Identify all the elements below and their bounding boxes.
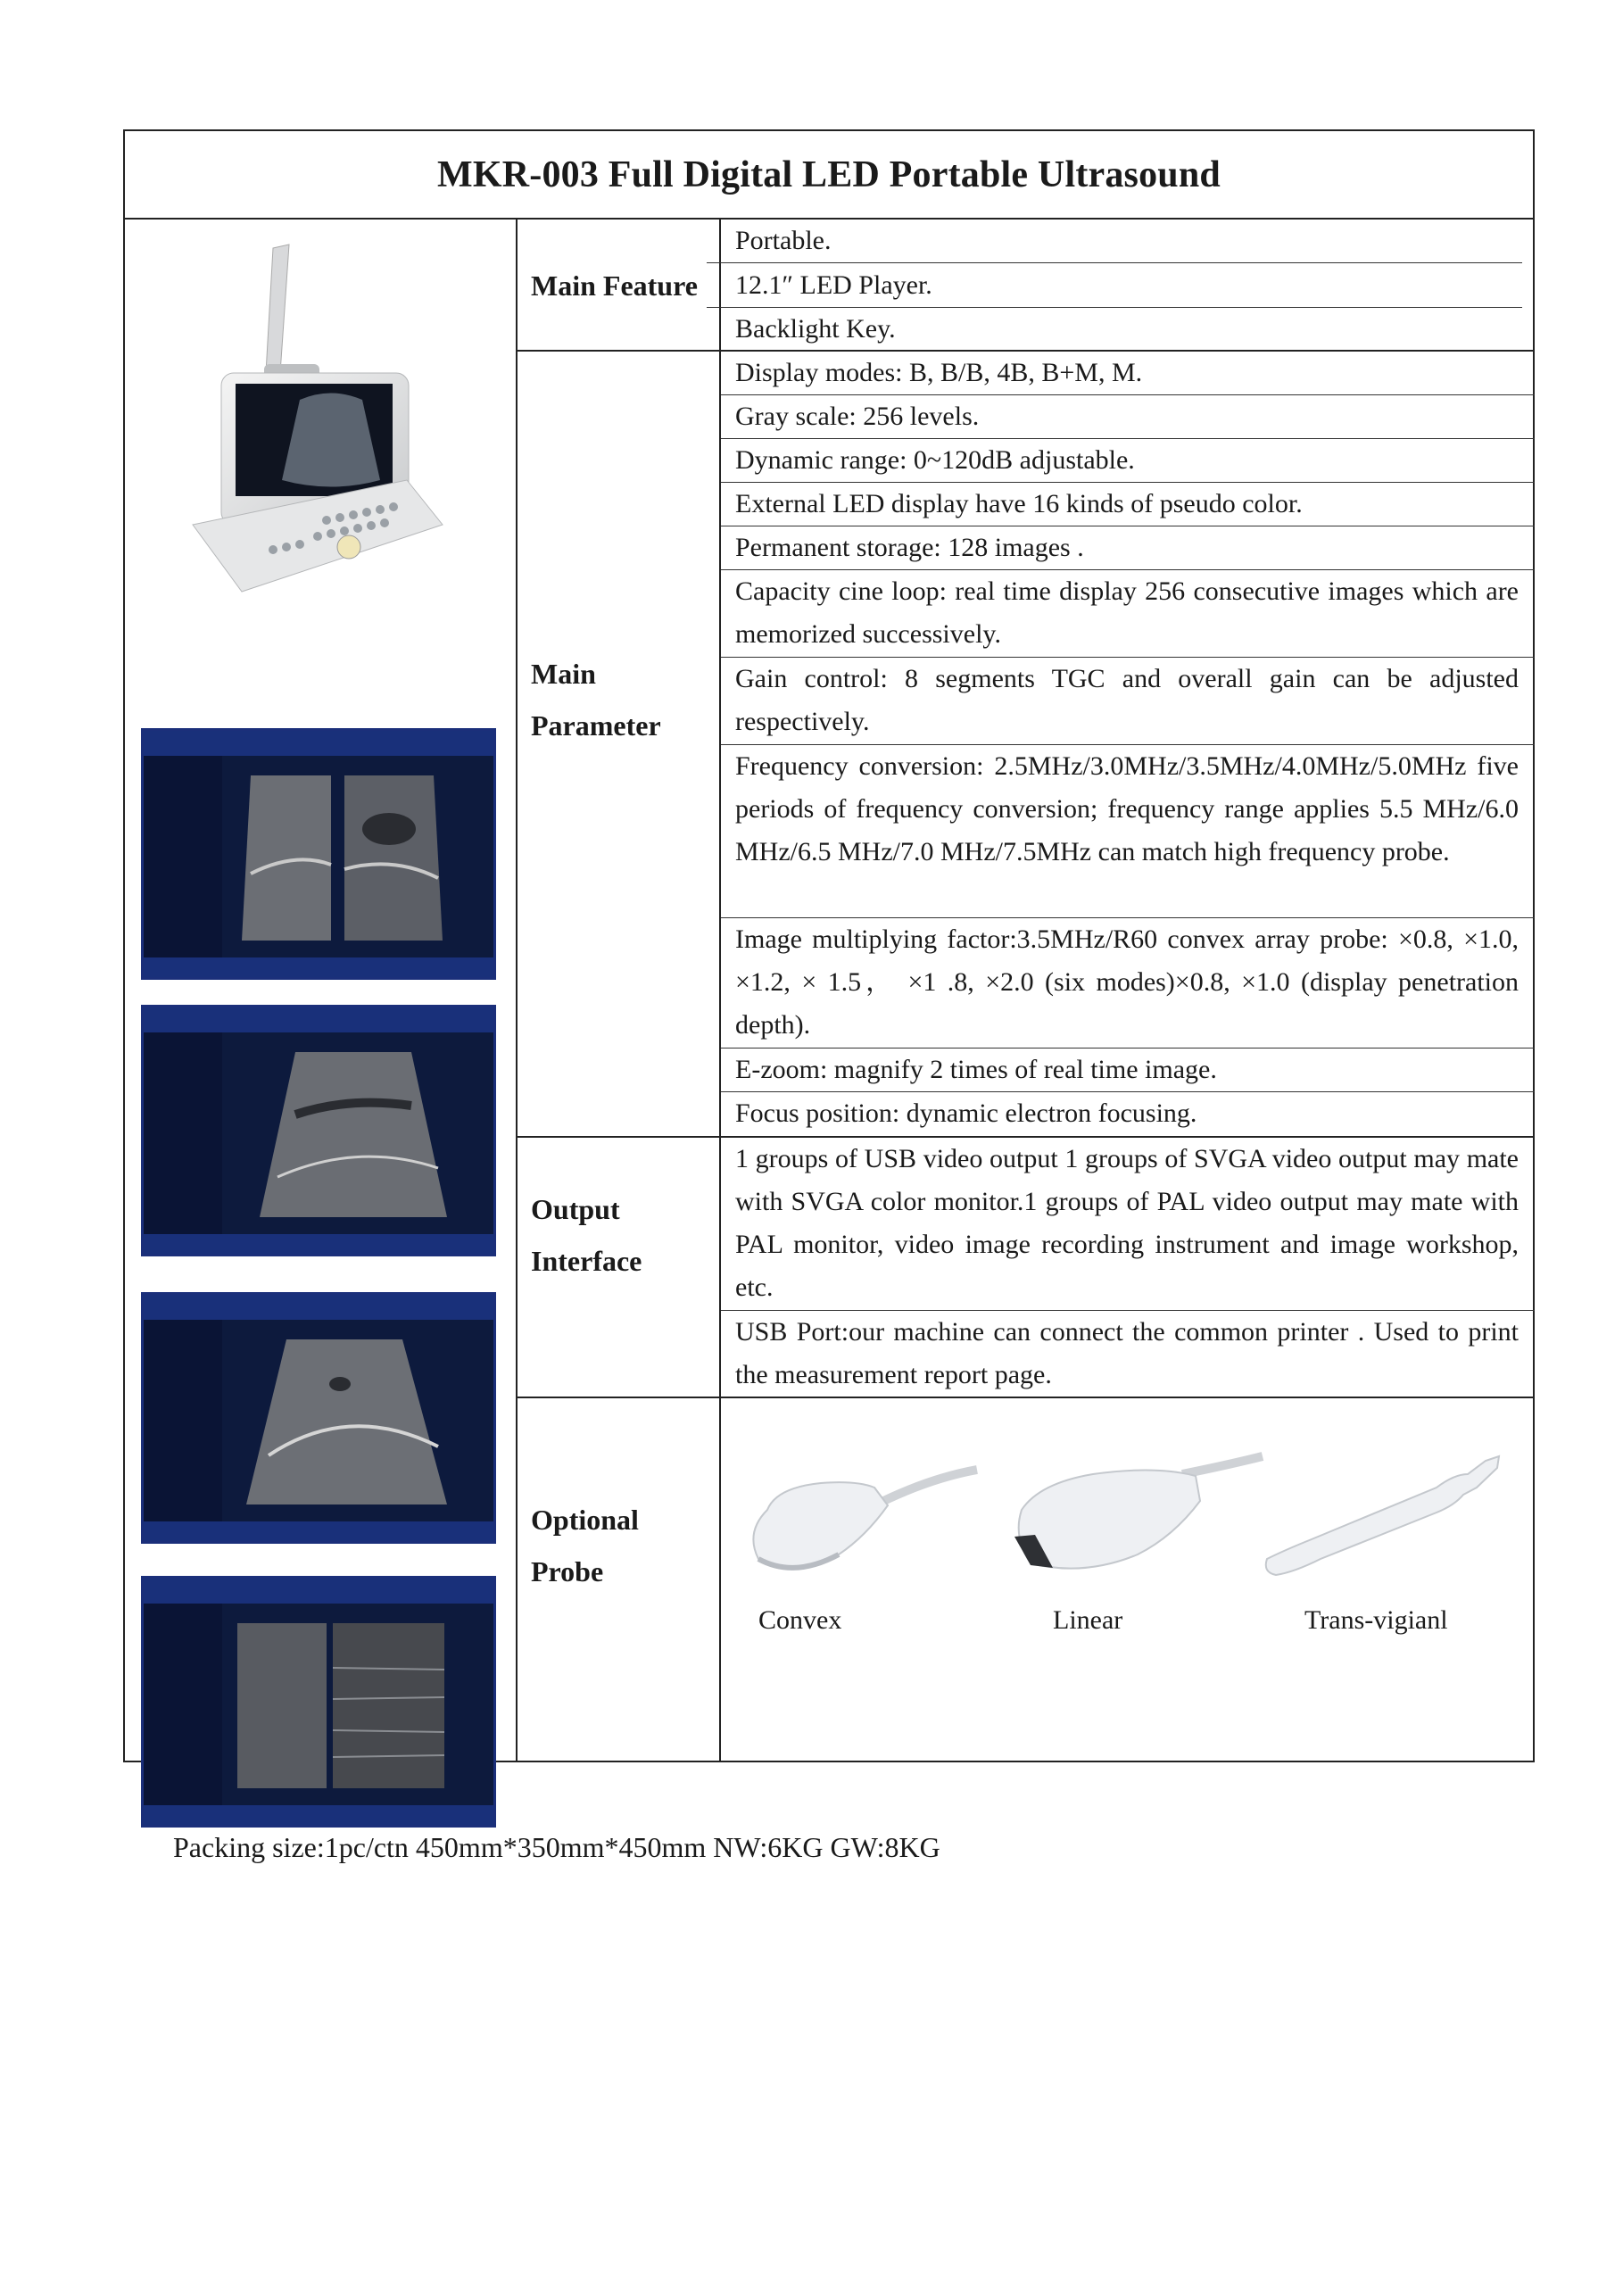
page-title: MKR-003 Full Digital LED Portable Ultrasound [437,153,1221,195]
output-interface-label: Output Interface [531,1193,642,1277]
main-parameter-label: Main Parameter [531,658,661,742]
probe-caption-convex: Convex [758,1605,842,1635]
ultrasound-scan-image-3 [141,1292,496,1544]
parameter-row: E-zoom: magnify 2 times of real time image. [735,1055,1217,1084]
divider [516,1397,1533,1398]
parameter-row: Dynamic range: 0~120dB adjustable. [735,445,1135,475]
image-column [125,220,518,1761]
main-feature-row: Backlight Key. [735,314,896,344]
output-row: 1 groups of USB video output 1 groups of SVGA video output may mate with SVGA color monitor.1 groups of PAL video output may mate with PAL monitor, video image recording instrument and image workshop, etc. [735,1144,1519,1302]
ultrasound-scan-image-4 [141,1576,496,1828]
parameter-row: Focus position: dynamic electron focusing. [735,1098,1197,1128]
parameter-row: Image multiplying factor:3.5MHz/R60 convex array probe: ×0.8, ×1.0, ×1.2, × 1.5， ×1 .8, ×2.0 (six modes)×0.8, ×1.0 (display penetration depth). [735,924,1519,1040]
parameter-row: Gain control: 8 segments TGC and overall gain can be adjusted respectively. [735,664,1519,736]
convex-probe-image [741,1425,981,1595]
parameter-row: Display modes: B, B/B, 4B, B+M, M. [735,358,1143,387]
optional-probe-label: Optional Probe [531,1504,639,1587]
parameter-row: Frequency conversion: 2.5MHz/3.0MHz/3.5MHz/4.0MHz/5.0MHz five periods of frequency conversion; frequency range applies 5.5 MHz/6.0 MHz/6.5 MHz/7.0 MHz/7.5MHz can match high frequency probe. [735,751,1519,866]
parameter-row: Permanent storage: 128 images . [735,533,1084,562]
linear-probe-image [1004,1421,1271,1595]
probe-caption-trans-vaginal: Trans-vigianl [1304,1605,1448,1635]
main-feature-label: Main Feature [531,269,698,302]
column-divider-2 [719,220,721,1761]
parameter-row: External LED display have 16 kinds of pseudo color. [735,489,1303,518]
trans-vaginal-probe-image [1258,1425,1508,1586]
main-feature-row: Portable. [735,226,832,255]
probe-caption-linear: Linear [1053,1605,1123,1635]
spec-sheet-table [123,129,1535,1762]
title-row [125,131,1533,220]
main-feature-row: 12.1″ LED Player. [735,270,932,300]
ultrasound-scan-image-2 [141,1005,496,1256]
ultrasound-device-image [139,239,500,596]
parameter-row: Capacity cine loop: real time display 256 consecutive images which are memorized successively. [735,576,1519,649]
ultrasound-scan-image-1 [141,728,496,980]
parameter-row: Gray scale: 256 levels. [735,402,980,431]
output-row: USB Port:our machine can connect the common printer . Used to print the measurement report page. [735,1317,1519,1389]
packing-info: Packing size:1pc/ctn 450mm*350mm*450mm NW:6KG GW:8KG [173,1831,940,1863]
